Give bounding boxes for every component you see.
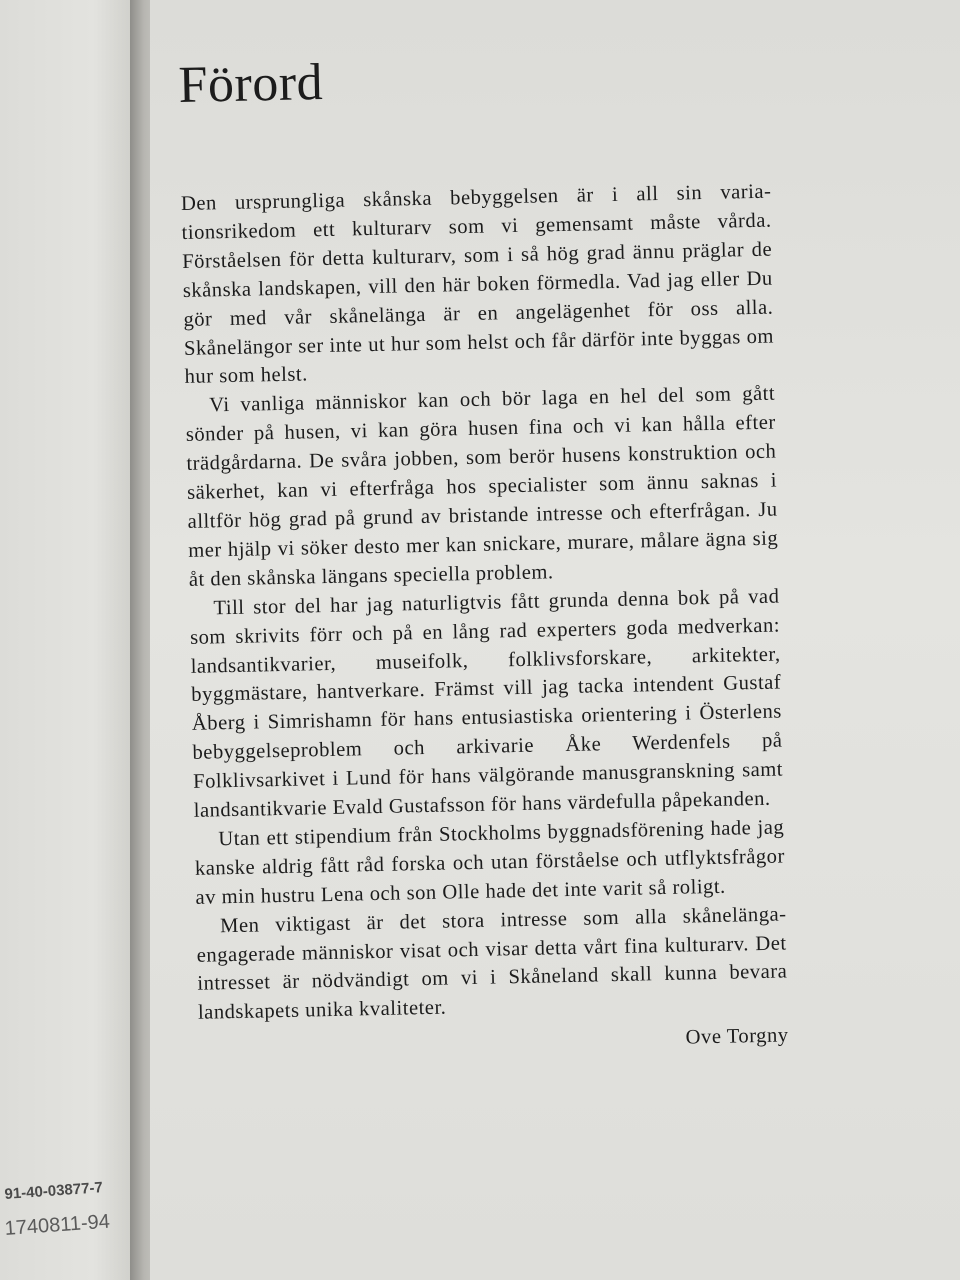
catalog-code: 1740811-94 — [4, 1210, 111, 1240]
paragraph-1: Den ursprungliga skånska bebyggelsen är i all sin variationsrikedom ett kulturarv som vi gemensamt måste vårda. Förståelsen för detta kulturarv, som i så hög grad ännu präglar de skånska landskapen, vill den här boken förmedla. Vad jag eller Du gör med vår skånelänga är en angelägenhet för oss alla. Skånelängor ser inte ut hur som helst och får därför inte byggas om hur som helst. — [180, 180, 775, 389]
paragraph-3: Till stor del har jag naturligtvis fått grunda denna bok på vad som skrivits förr och på en lång rad experters goda medverkan: landsantikvarier, museifolk, folklivsforskare, arkitekter, byggmästare, hantverkare. Främst vill jag tacka intendent Gustaf Åberg i Simrishamn för hans entusiastiska orientering i Österlens bebyggelseproblem och arkivarie Åke Werdenfels på Folklivsarkivet i Lund för hans välgörande manusgranskning samt landsantikvarie Evald Gustafsson för hans värdefulla påpekanden. — [189, 585, 784, 822]
paragraph-4: Utan ett stipendium från Stockholms byggnadsförening hade jag kanske aldrig fått råd forska och utan förståelse och utflyktsfrågor av min hustru Lena och son Olle hade det inte varit så roligt. — [194, 816, 786, 909]
paragraph-5: Men viktigast är det stora intresse som alla skånelängaengagerade människor visat och visar detta vårt fina kulturarv. Det intresset är nödvändigt om vi i Skåneland skall kunna bevara landskapets unika kvaliteter. — [196, 903, 788, 1025]
paragraph-2: Vi vanliga människor kan och bör laga en hel del som gått sönder på husen, vi kan göra husen fina och vi kan hålla efter trädgårdarna. De svåra jobben, som berör husens konstruktion och säkerhet, kan vi efterfråga hos specialister som ännu saknas i alltför hög grad på grund av bristande intresse och efterfrågan. Ju mer hjälp vi söker desto mer kan snickare, murare, målare ägna sig åt den skånska längans speciella problem. — [185, 382, 779, 591]
isbn-number: 91-40-03877-7 — [4, 1179, 104, 1203]
author-signature: Ove Torgny — [685, 1024, 789, 1049]
left-page — [0, 0, 134, 1280]
preface-text-block — [178, 48, 789, 1063]
page-title: Förord — [177, 53, 324, 114]
